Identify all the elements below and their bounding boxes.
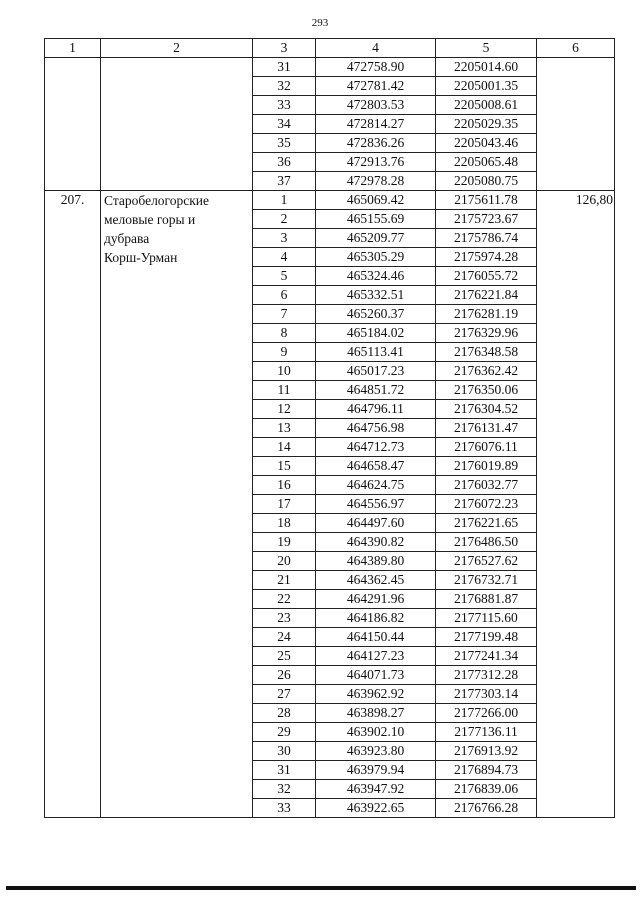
x-coordinate: 472803.53: [316, 96, 436, 115]
entry-name-line: меловые горы и: [104, 212, 196, 227]
x-coordinate: 464497.60: [316, 514, 436, 533]
y-coordinate: 2176894.73: [436, 761, 537, 780]
y-coordinate: 2175723.67: [436, 210, 537, 229]
point-number: 20: [253, 552, 316, 571]
x-coordinate: 464390.82: [316, 533, 436, 552]
x-coordinate: 463902.10: [316, 723, 436, 742]
y-coordinate: 2175974.28: [436, 248, 537, 267]
x-coordinate: 465332.51: [316, 286, 436, 305]
entry-number-cell: [45, 58, 101, 191]
point-number: 21: [253, 571, 316, 590]
coordinates-table: [44, 38, 615, 818]
x-coordinate: 463947.92: [316, 780, 436, 799]
x-coordinate: 472758.90: [316, 58, 436, 77]
x-coordinate: 463923.80: [316, 742, 436, 761]
x-coordinate: 464071.73: [316, 666, 436, 685]
column-header: 4: [316, 39, 436, 58]
point-number: 3: [253, 229, 316, 248]
y-coordinate: 2205065.48: [436, 153, 537, 172]
x-coordinate: 463979.94: [316, 761, 436, 780]
y-coordinate: 2176131.47: [436, 419, 537, 438]
y-coordinate: 2176839.06: [436, 780, 537, 799]
y-coordinate: 2176527.62: [436, 552, 537, 571]
point-number: 19: [253, 533, 316, 552]
x-coordinate: 465155.69: [316, 210, 436, 229]
x-coordinate: 463962.92: [316, 685, 436, 704]
y-coordinate: 2176766.28: [436, 799, 537, 818]
point-number: 33: [253, 96, 316, 115]
y-coordinate: 2205080.75: [436, 172, 537, 191]
point-number: 17: [253, 495, 316, 514]
point-number: 13: [253, 419, 316, 438]
y-coordinate: 2177241.34: [436, 647, 537, 666]
point-number: 9: [253, 343, 316, 362]
point-number: 30: [253, 742, 316, 761]
x-coordinate: 464756.98: [316, 419, 436, 438]
point-number: 10: [253, 362, 316, 381]
entry-name-line: дубрава: [104, 231, 150, 246]
y-coordinate: 2176076.11: [436, 438, 537, 457]
x-coordinate: 465184.02: [316, 324, 436, 343]
point-number: 37: [253, 172, 316, 191]
point-number: 36: [253, 153, 316, 172]
point-number: 26: [253, 666, 316, 685]
x-coordinate: 464712.73: [316, 438, 436, 457]
y-coordinate: 2175786.74: [436, 229, 537, 248]
x-coordinate: 465017.23: [316, 362, 436, 381]
point-number: 31: [253, 761, 316, 780]
x-coordinate: 472836.26: [316, 134, 436, 153]
y-coordinate: 2176362.42: [436, 362, 537, 381]
x-coordinate: 472781.42: [316, 77, 436, 96]
y-coordinate: 2176486.50: [436, 533, 537, 552]
point-number: 32: [253, 77, 316, 96]
y-coordinate: 2176221.84: [436, 286, 537, 305]
point-number: 34: [253, 115, 316, 134]
y-coordinate: 2177266.00: [436, 704, 537, 723]
x-coordinate: 465069.42: [316, 191, 436, 210]
point-number: 14: [253, 438, 316, 457]
x-coordinate: 463922.65: [316, 799, 436, 818]
y-coordinate: 2176281.19: [436, 305, 537, 324]
x-coordinate: 472978.28: [316, 172, 436, 191]
point-number: 8: [253, 324, 316, 343]
y-coordinate: 2177312.28: [436, 666, 537, 685]
point-number: 32: [253, 780, 316, 799]
y-coordinate: 2176221.65: [436, 514, 537, 533]
point-number: 4: [253, 248, 316, 267]
y-coordinate: 2205029.35: [436, 115, 537, 134]
entry-number: 207.: [45, 191, 101, 818]
x-coordinate: 463898.27: [316, 704, 436, 723]
x-coordinate: 464127.23: [316, 647, 436, 666]
point-number: 16: [253, 476, 316, 495]
y-coordinate: 2205043.46: [436, 134, 537, 153]
entry-area: 126,80: [537, 191, 615, 818]
entry-name: [101, 191, 253, 818]
point-number: 28: [253, 704, 316, 723]
y-coordinate: 2176348.58: [436, 343, 537, 362]
y-coordinate: 2177115.60: [436, 609, 537, 628]
entry-name-cell: [101, 58, 253, 191]
y-coordinate: 2176732.71: [436, 571, 537, 590]
y-coordinate: 2205001.35: [436, 77, 537, 96]
x-coordinate: 464389.80: [316, 552, 436, 571]
point-number: 24: [253, 628, 316, 647]
point-number: 12: [253, 400, 316, 419]
column-header: 5: [436, 39, 537, 58]
point-number: 22: [253, 590, 316, 609]
point-number: 7: [253, 305, 316, 324]
x-coordinate: 465113.41: [316, 343, 436, 362]
column-header: 1: [45, 39, 101, 58]
x-coordinate: 464851.72: [316, 381, 436, 400]
point-number: 27: [253, 685, 316, 704]
x-coordinate: 472913.76: [316, 153, 436, 172]
y-coordinate: 2176881.87: [436, 590, 537, 609]
point-number: 35: [253, 134, 316, 153]
x-coordinate: 472814.27: [316, 115, 436, 134]
x-coordinate: 465209.77: [316, 229, 436, 248]
y-coordinate: 2176350.06: [436, 381, 537, 400]
x-coordinate: 464658.47: [316, 457, 436, 476]
point-number: 25: [253, 647, 316, 666]
area-cell: [537, 58, 615, 191]
x-coordinate: 464796.11: [316, 400, 436, 419]
point-number: 15: [253, 457, 316, 476]
y-coordinate: 2177136.11: [436, 723, 537, 742]
y-coordinate: 2176072.23: [436, 495, 537, 514]
point-number: 23: [253, 609, 316, 628]
y-coordinate: 2177303.14: [436, 685, 537, 704]
table-header-row: [45, 39, 615, 58]
x-coordinate: 464556.97: [316, 495, 436, 514]
entry-name-line: Корш-Урман: [104, 250, 178, 265]
point-number: 11: [253, 381, 316, 400]
point-number: 1: [253, 191, 316, 210]
point-number: 5: [253, 267, 316, 286]
column-header: 6: [537, 39, 615, 58]
y-coordinate: 2175611.78: [436, 191, 537, 210]
point-number: 6: [253, 286, 316, 305]
y-coordinate: 2176019.89: [436, 457, 537, 476]
x-coordinate: 465305.29: [316, 248, 436, 267]
table-row: [45, 191, 615, 210]
y-coordinate: 2205008.61: [436, 96, 537, 115]
y-coordinate: 2176304.52: [436, 400, 537, 419]
point-number: 18: [253, 514, 316, 533]
x-coordinate: 464150.44: [316, 628, 436, 647]
point-number: 33: [253, 799, 316, 818]
x-coordinate: 465260.37: [316, 305, 436, 324]
point-number: 29: [253, 723, 316, 742]
y-coordinate: 2177199.48: [436, 628, 537, 647]
y-coordinate: 2176329.96: [436, 324, 537, 343]
column-header: 3: [253, 39, 316, 58]
x-coordinate: 464624.75: [316, 476, 436, 495]
point-number: 31: [253, 58, 316, 77]
x-coordinate: 464186.82: [316, 609, 436, 628]
entry-name-line: Старобелогорские: [104, 193, 210, 208]
y-coordinate: 2176055.72: [436, 267, 537, 286]
page-bottom-rule: [6, 886, 636, 890]
x-coordinate: 464362.45: [316, 571, 436, 590]
column-header: 2: [101, 39, 253, 58]
x-coordinate: 465324.46: [316, 267, 436, 286]
page-number: 293: [311, 17, 329, 29]
point-number: 2: [253, 210, 316, 229]
x-coordinate: 464291.96: [316, 590, 436, 609]
y-coordinate: 2176032.77: [436, 476, 537, 495]
table-row: [45, 58, 615, 77]
y-coordinate: 2176913.92: [436, 742, 537, 761]
y-coordinate: 2205014.60: [436, 58, 537, 77]
